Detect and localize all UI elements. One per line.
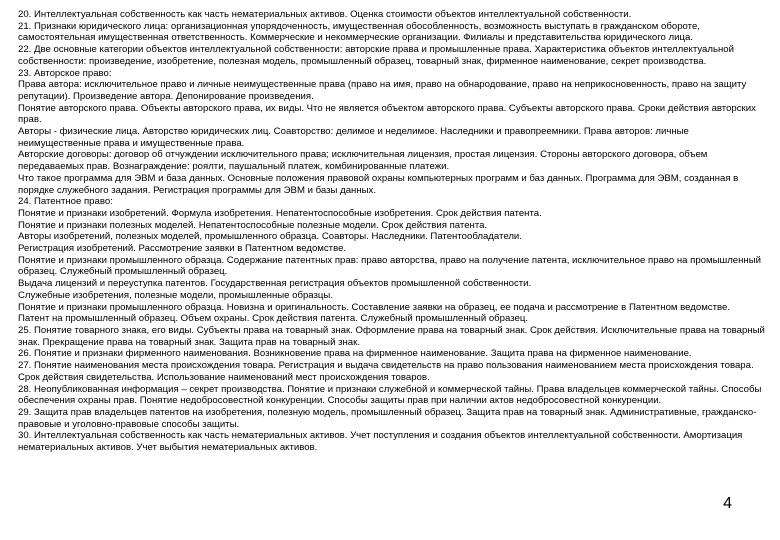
paragraph: 25. Понятие товарного знака, его виды. Субъекты права на товарный знак. Оформление права на товарный знак. Срок действия. Исключительные права на товарный знак. Прекращение права на товарный знак. Защита прав на товарный знак. [18, 324, 765, 348]
paragraph: 22. Две основные категории объектов интеллектуальной собственности: авторские права и промышленные права. Характеристика объектов интеллектуальной собственности: произведение, изобретение, полезная модель, промышленный образец, товарный знак, фирменное наименование, секрет производства. [18, 44, 734, 67]
paragraph: 26. Понятие и признаки фирменного наименования. Возникновение права на фирменное наименование. Защита права на фирменное наименование. [18, 348, 692, 360]
paragraph: Понятие и признаки промышленного образца. Содержание патентных прав: право авторства, право на получение патента, исключительное право на промышленный образец. Служебный промышленный образец. [18, 254, 761, 278]
paragraph: Авторы изобретений, полезных моделей, промышленного образца. Соавторы. Наследники. Патентообладатели. [18, 231, 522, 243]
paragraph: 24. Патентное право: [18, 196, 113, 208]
paragraph: 23. Авторское право: [18, 67, 112, 79]
paragraph: 28. Неопубликованная информация – секрет производства. Понятие и признаки служебной и коммерческой тайны. Права владельцев коммерческой тайны. Способы обеспечения охраны прав. Понятие недобросовестной конкуренции. Способы защиты прав при наличии актов недобросовестной конкуренции. [18, 383, 762, 407]
paragraph: Авторские договоры: договор об отчуждении исключительного права; исключительная лицензия, простая лицензия. Стороны авторского договора, объем передаваемых прав. Вознаграждение: роялти, паушальный платеж, комбинированные платежи. [18, 149, 708, 173]
paragraph: 30. Интеллектуальная собственность как часть нематериальных активов. Учет поступления и создания объектов интеллектуальной собственности. Амортизация нематериальных активов. Учет выбытия нематериальных активов. [18, 430, 743, 454]
paragraph: Авторы - физические лица. Авторство юридических лиц. Соавторство: делимое и неделимое. Наследники и правопреемники. Права авторов: личные неимущественные права и имущественные права. [18, 126, 689, 149]
paragraph: Понятие и признаки промышленного образца. Новизна и оригинальность. Составление заявки на образец, ее подача и рассмотрение в Патентном ведомстве. [18, 301, 730, 313]
paragraph: 29. Защита прав владельцев патентов на изобретения, полезную модель, промышленный образец. Защита прав на товарный знак. Административные, гражданско-правовые и уголовно-правовые способы защиты. [18, 406, 757, 430]
paragraph: Что такое программа для ЭВМ и база данных. Основные положения правовой охраны компьютерных программ и баз данных. Программа для ЭВМ, созданная в порядке служебного задания. Регистрация программы для ЭВМ и базы данных. [18, 172, 739, 196]
paragraph: Права автора: исключительное право и личные неимущественные права (право на имя, право на обнародование, право на неприкосновенность, право на защиту репутации). Произведение автора. Депонирование произведения. [18, 79, 747, 102]
paragraph: Выдача лицензий и переуступка патентов. Государственная регистрация объектов промышленной собственности. [18, 278, 532, 290]
paragraph: 20. Интеллектуальная собственность как часть нематериальных активов. Оценка стоимости объектов интеллектуальной собственности. [18, 9, 632, 20]
paragraph: 27. Понятие наименования места происхождения товара. Регистрация и выдача свидетельств на право пользования наименованием места происхождения товара. Срок действия свидетельства. Использование наименований мест происхождения товаров. [18, 360, 754, 383]
paragraph: Понятие авторского права. Объекты авторского права, их виды. Что не является объектом авторского права. Субъекты авторского права. Сроки действия авторских прав. [18, 102, 756, 126]
paragraph: Служебные изобретения, полезные модели, промышленные образцы. [18, 289, 333, 301]
paragraph: Патент на промышленный образец. Объем охраны. Срок действия патента. Служебный промышленный образец. [18, 313, 529, 325]
paragraph: Понятие и признаки полезных моделей. Непатентоспособные полезные модели. Срок действия патента. [18, 219, 488, 231]
paragraph: Понятие и признаки изобретений. Формула изобретения. Непатентоспособные изобретения. Срок действия патента. [18, 207, 542, 219]
document-text-block [18, 9, 766, 454]
page-number: 4 [723, 495, 732, 512]
paragraph: 21. Признаки юридического лица: организационная упорядоченность, имущественная обособленность, возможность выступать в гражданском обороте, самостоятельная имущественная ответственность. Коммерческие и некоммерческие организации. Филиалы и представительства юридического лица. [18, 20, 700, 44]
paragraph: Регистрация изобретений. Рассмотрение заявки в Патентном ведомстве. [18, 243, 347, 255]
